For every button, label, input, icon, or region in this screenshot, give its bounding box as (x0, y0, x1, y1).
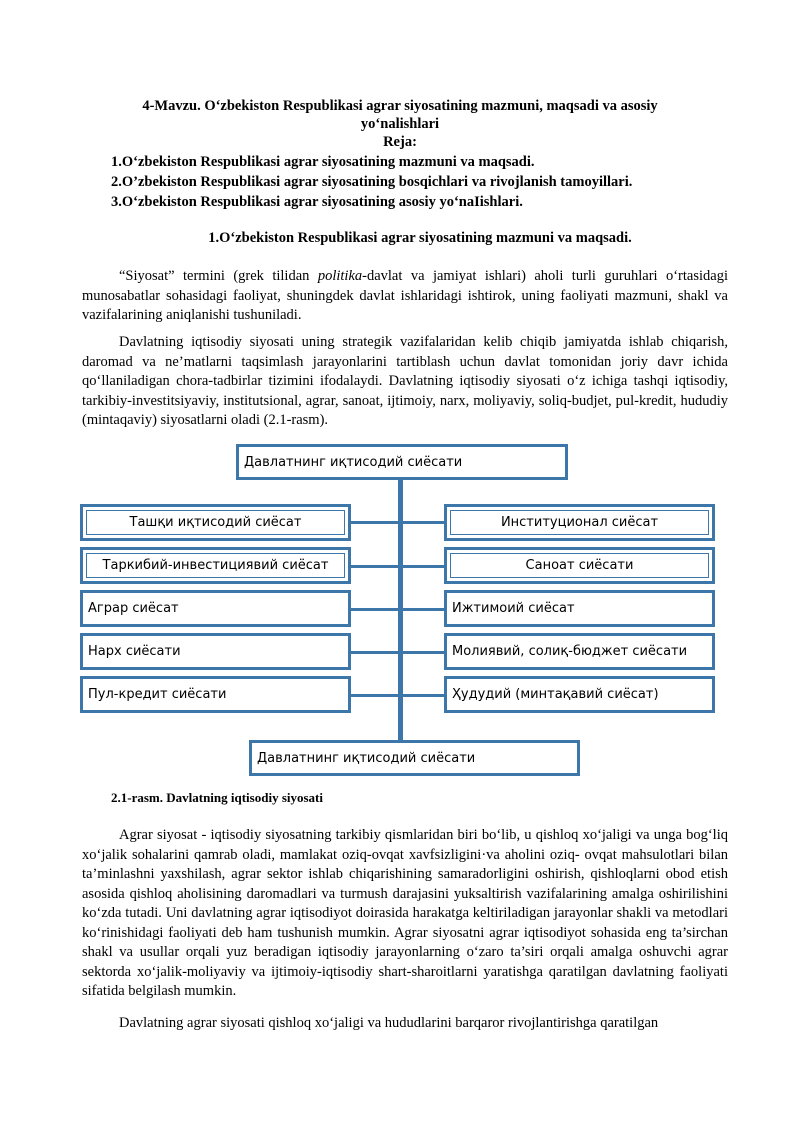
diagram-left-label-5: Пул-кредит сиёсати (88, 687, 227, 702)
diagram-connector-3 (350, 608, 445, 611)
diagram-left-box-4 (80, 633, 351, 670)
figure-caption: 2.1-rasm. Davlatning iqtisodiy siyosati (111, 790, 323, 805)
diagram-left-box-5 (80, 676, 351, 713)
document-title: 4-Mavzu. O‘zbekiston Respublikasi agrar siyosatining mazmuni, maqsadi va asosiy yo‘nalishlari (142, 98, 658, 132)
diagram-right-box-1 (444, 504, 715, 541)
paragraph-2: Davlatning iqtisodiy siyosati uning strategik vazifalaridan kelib chiqib jamiyatda ishlab chiqarish, daromad va ne’matlarni taqsimlash jarayonlarini tartiblash uchun davlat tomonidan joriy davr ichida qo‘llaniladigan chora-tadbirlar tizimini ifodalaydi. Davlatning iqtisodiy siyosati o‘z ichiga tashqi iqtisodiy, tarkibiy-investitsiyaviy, institutsional, agrar, sanoat, ijtimoiy, narx, moliyaviy, soliq-budjet, pul-kredit, hududiy (mintaqaviy) siyosatlarni oladi (2.1-rasm). (82, 334, 728, 428)
diagram-right-box-5 (444, 676, 715, 713)
diagram-left-label-3: Аграр сиёсат (88, 601, 179, 616)
diagram-right-box-4 (444, 633, 715, 670)
section-heading: 1.O‘zbekiston Respublikasi agrar siyosatining mazmuni va maqsadi. (208, 230, 632, 246)
plan-heading: Reja: (383, 134, 417, 150)
diagram-left-label-1: Ташқи иқтисодий сиёсат (86, 510, 345, 535)
diagram-left-box-2 (80, 547, 351, 584)
diagram-connector-4 (350, 651, 445, 654)
diagram-left-label-2: Таркибий-инвестициявий сиёсат (86, 553, 345, 578)
diagram-left-label-4: Нарх сиёсати (88, 644, 181, 659)
diagram-right-label-5: Ҳудудий (минтақавий сиёсат) (452, 687, 659, 702)
diagram-right-label-4: Молиявий, солиқ-бюджет сиёсати (452, 644, 688, 659)
diagram-bottom-box (249, 740, 580, 776)
diagram-top-box (236, 444, 568, 480)
diagram-connector-1 (350, 521, 445, 524)
plan-item-1: 1.O‘zbekiston Respublikasi agrar siyosatining mazmuni va maqsadi. (111, 154, 535, 170)
diagram-connector-5 (350, 694, 445, 697)
plan-item-2: 2.O’zbekiston Respublikasi agrar siyosatining bosqichlari va rivojlanish tamoyillari. (111, 174, 633, 190)
paragraph-1-end: -davlat va jamiyat ishlari) aholi turli guruhlari o‘rtasidagi munosabatlar sohasidagi faoliyat, shuningdek davlat ishlaridagi ishtirok, uning faoliyati mazmuni, shakl va vazifalarining aniqlanishi tushuniladi. (82, 268, 728, 323)
diagram-connector-2 (350, 565, 445, 568)
paragraph-4: Davlatning agrar siyosati qishloq xo‘jaligi va hududlarini barqaror rivojlantirishga qaratilgan (119, 1015, 659, 1031)
paragraph-1 (82, 267, 728, 326)
diagram-right-label-2: Саноат сиёсати (450, 553, 709, 578)
paragraph-3: Agrar siyosat - iqtisodiy siyosatning tarkibiy qismlaridan biri bo‘lib, u qishloq xo‘jaligi va unga bog‘liq xo‘jalik sohalarini qamrab oladi, mamlakat oziq-ovqat xavfsizligini·va aholini oziq- ovqat mahsulotlari bilan ta’minlashni yaxshilash, agrar sektor ishlab chiqarishining samaradorligini oshirish, qishloqlarni obod etish asosida qishloq aholisining daromadlari va turmush darajasini yuksaltirish vazifalarining amalga oshirilishini ko‘zda tutadi. Uni davlatning agrar iqtisodiyot doirasida harakatga keltiriladigan jarayonlar shakli va metodlari ko‘rinishidagi faoliyati deb ham tushunish mumkin. Agrar siyosatni agrar iqtisodiyot sohasida eng ta’sirchan shakl va usullar orqali yuz beradigan iqtisodiy jarayonlarning o‘zaro ta’siri orqali amalga oshuvchi agrar sektorda xo‘jalik-moliyaviy va ijtimoiy-iqtisodiy shart-sharoitlarni yaratishga qaratilgan davlatning faoliyati sifatida belgilash mumkin. (82, 827, 728, 999)
diagram-left-box-1 (80, 504, 351, 541)
diagram-right-box-2 (444, 547, 715, 584)
diagram-right-label-3: Ижтимоий сиёсат (452, 601, 575, 616)
paragraph-1-start: “Siyosat” termini (grek tilidan (119, 268, 318, 284)
diagram-right-box-3 (444, 590, 715, 627)
diagram-right-label-1: Институционал сиёсат (450, 510, 709, 535)
plan-item-3: 3.O‘zbekiston Respublikasi agrar siyosatining asosiy yo‘naIishlari. (111, 194, 523, 210)
diagram-bottom-box-label: Давлатнинг иқтисодий сиёсати (257, 750, 476, 766)
diagram-top-box-label: Давлатнинг иқтисодий сиёсати (244, 454, 463, 470)
paragraph-1-term: politika (317, 268, 363, 284)
diagram-left-box-3 (80, 590, 351, 627)
